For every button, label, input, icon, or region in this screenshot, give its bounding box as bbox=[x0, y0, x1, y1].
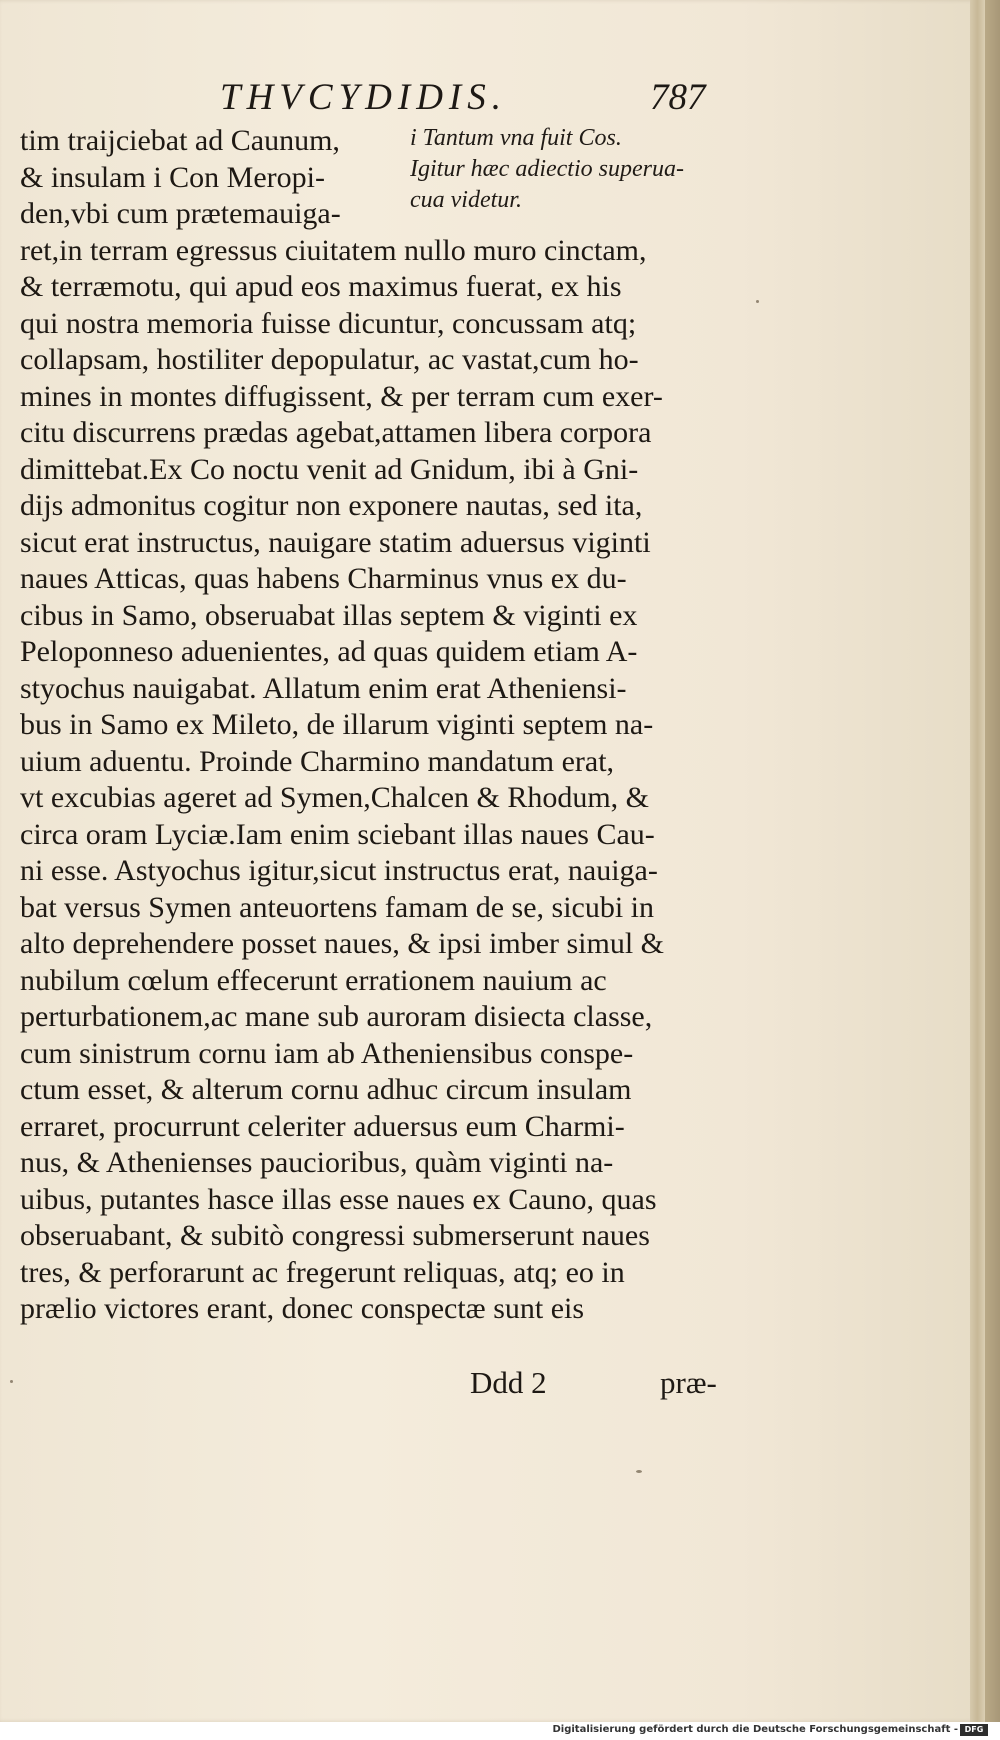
marginal-note-line: Igitur hæc adiectio superua- bbox=[410, 156, 684, 182]
text-line: prælio victores erant, donec conspectæ sunt eis bbox=[20, 1292, 585, 1325]
text-line: den,vbi cum prætemauiga- bbox=[20, 197, 341, 230]
adjacent-page-edge bbox=[985, 0, 1000, 1722]
text-line: bat versus Symen anteuortens famam de se, sicubi in bbox=[20, 890, 655, 924]
text-line: ret,in terram egressus ciuitatem nullo muro cinctam, bbox=[20, 233, 647, 267]
text-line: uium aduentu. Proinde Charmino mandatum erat, bbox=[20, 744, 615, 778]
paper-speck bbox=[10, 1380, 13, 1383]
text-line: naues Atticas, quas habens Charminus vnus ex du- bbox=[20, 562, 627, 595]
catchword: præ- bbox=[660, 1365, 717, 1400]
text-line: nus, & Athenienses paucioribus, quàm viginti na- bbox=[20, 1146, 614, 1179]
dfg-logo: DFG bbox=[960, 1724, 988, 1736]
paper-speck bbox=[756, 300, 759, 303]
text-line: citu discurrens prædas agebat,attamen libera corpora bbox=[20, 416, 652, 449]
text-line: cum sinistrum cornu iam ab Atheniensibus conspe- bbox=[20, 1036, 634, 1070]
page-number: 787 bbox=[650, 77, 706, 118]
text-line: ctum esset, & alterum cornu adhuc circum insulam bbox=[20, 1073, 632, 1106]
running-title: THVCYDIDIS. bbox=[220, 77, 507, 118]
paper-speck bbox=[636, 1470, 642, 1473]
digitization-credit: Digitalisierung gefördert durch die Deutsche Forschungsgemeinschaft - bbox=[552, 1724, 958, 1735]
text-line: bus in Samo ex Mileto, de illarum viginti septem na- bbox=[20, 708, 654, 741]
marginal-note-line: i Tantum vna fuit Cos. bbox=[410, 125, 622, 151]
text-line: qui nostra memoria fuisse dicuntur, concussam atq; bbox=[20, 306, 637, 340]
signature-line bbox=[0, 1365, 760, 1405]
text-line: alto deprehendere posset naues, & ipsi imber simul & bbox=[20, 927, 665, 960]
text-line: dijs admonitus cogitur non exponere nautas, sed ita, bbox=[20, 489, 643, 522]
text-line: nubilum cœlum effecerunt errationem nauium ac bbox=[20, 963, 607, 997]
text-line: vt excubias ageret ad Symen,Chalcen & Rhodum, & bbox=[20, 781, 650, 814]
text-line: collapsam, hostiliter depopulatur, ac vastat,cum ho- bbox=[20, 343, 639, 376]
page-header bbox=[0, 76, 760, 116]
marginal-note-line: cua videtur. bbox=[410, 187, 522, 213]
signature-mark: Ddd 2 bbox=[470, 1365, 547, 1400]
body-text bbox=[20, 123, 740, 1328]
text-line: styochus nauigabat. Allatum enim erat Atheniensi- bbox=[20, 671, 627, 705]
text-line: perturbationem,ac mane sub auroram disiecta classe, bbox=[20, 1000, 653, 1033]
text-line: sicut erat instructus, nauigare statim aduersus viginti bbox=[20, 525, 651, 559]
text-line: uibus, putantes hasce illas esse naues ex Cauno, quas bbox=[20, 1182, 657, 1216]
text-line: tim traijciebat ad Caunum, bbox=[20, 124, 340, 157]
text-line: Peloponneso aduenientes, ad quas quidem etiam A- bbox=[20, 635, 638, 668]
text-line: tres, & perforarunt ac fregerunt reliquas, atq; eo in bbox=[20, 1255, 625, 1289]
text-line: erraret, procurrunt celeriter aduersus eum Charmi- bbox=[20, 1109, 625, 1143]
page-edge bbox=[970, 0, 985, 1722]
text-line: cibus in Samo, obseruabat illas septem & viginti ex bbox=[20, 598, 638, 632]
text-line: obseruabant, & subitò congressi submerserunt naues bbox=[20, 1219, 650, 1252]
text-line: circa oram Lyciæ.Iam enim sciebant illas naues Cau- bbox=[20, 817, 655, 851]
text-line: & terræmotu, qui apud eos maximus fuerat, ex his bbox=[20, 270, 622, 303]
text-line: ni esse. Astyochus igitur,sicut instructus erat, nauiga- bbox=[20, 854, 658, 887]
text-line: & insulam i Con Meropi- bbox=[20, 160, 325, 194]
text-line: mines in montes diffugissent, & per terram cum exer- bbox=[20, 379, 663, 413]
text-line: dimittebat.Ex Co noctu venit ad Gnidum, ibi à Gni- bbox=[20, 452, 639, 486]
